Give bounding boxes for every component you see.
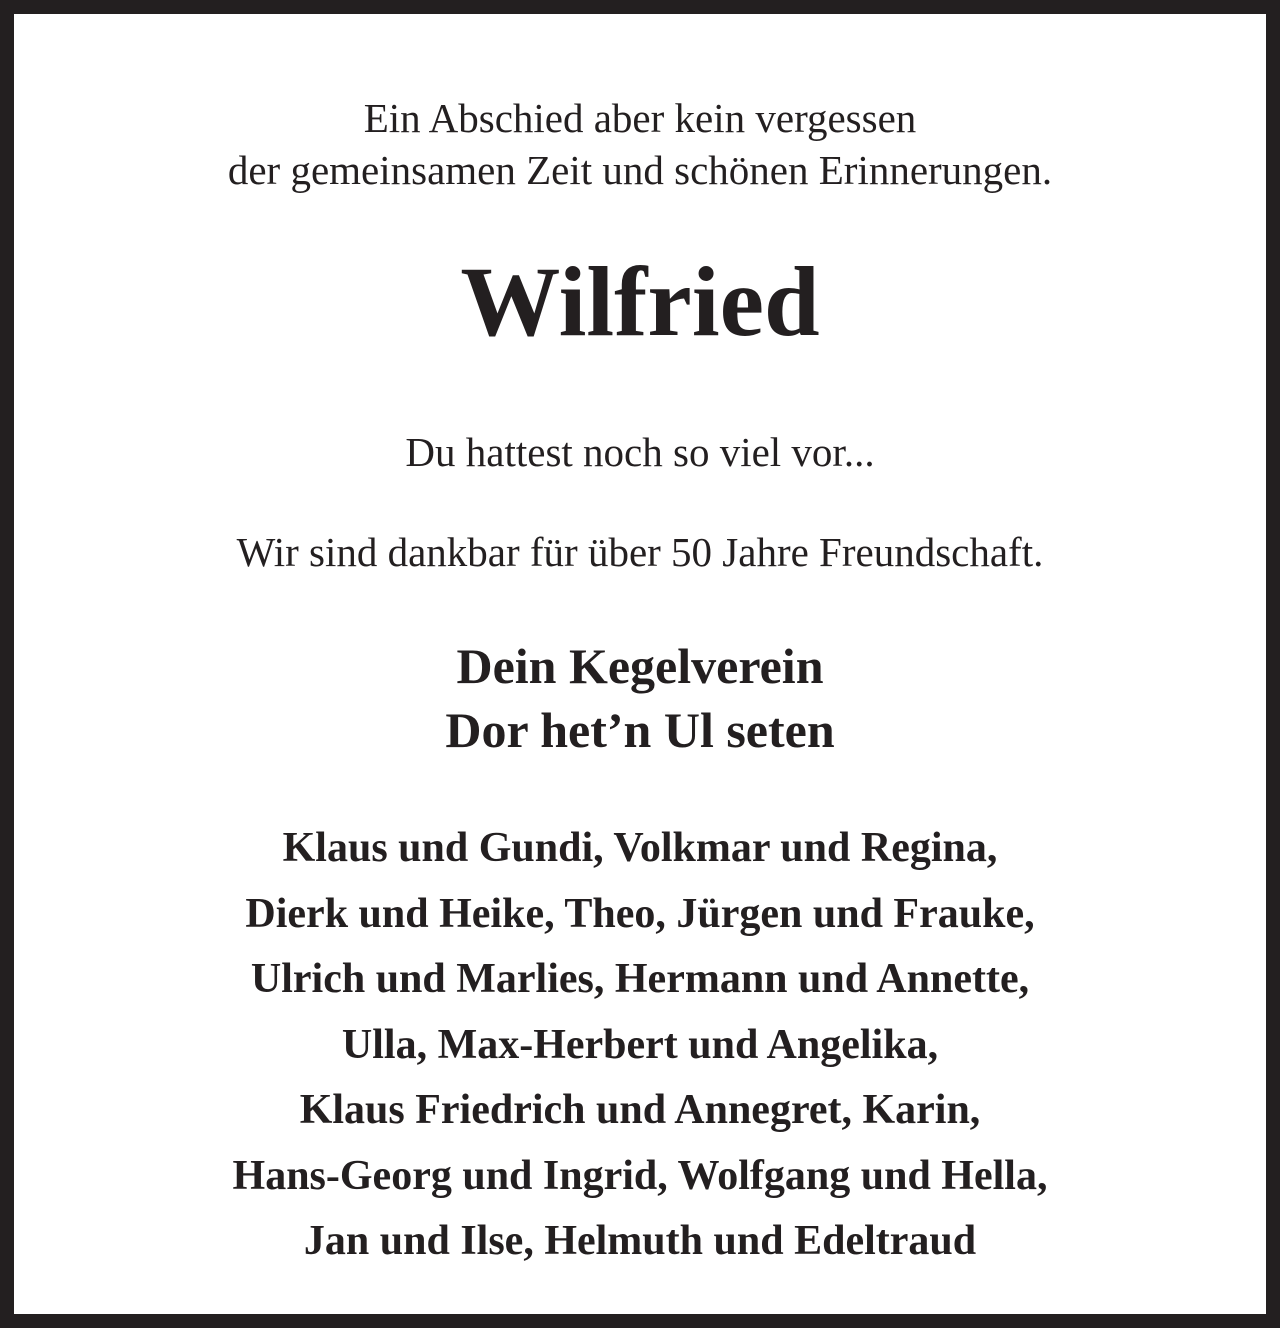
mourners-line: Hans-Georg und Ingrid, Wolfgang und Hella, (232, 1152, 1048, 1199)
mourners-list (14, 816, 1266, 1275)
club-name-line-2: Dor het’n Ul seten (445, 702, 835, 758)
intro-line-1: Ein Abschied aber kein vergessen (363, 95, 917, 141)
mourners-line: Jan und Ilse, Helmuth und Edeltraud (303, 1218, 977, 1264)
gratitude-phrase: Wir sind dankbar für über 50 Jahre Freundschaft. (236, 529, 1044, 575)
deceased-name: Wilfried (460, 246, 820, 357)
mourners-line: Ulla, Max-Herbert und Angelika, (341, 1021, 939, 1068)
mourners-line: Ulrich und Marlies, Hermann und Annette, (250, 956, 1030, 1002)
mourners-line: Klaus Friedrich und Annegret, Karin, (299, 1087, 981, 1133)
mourners-line: Klaus und Gundi, Volkmar und Regina, (282, 825, 998, 871)
intro-line-2: der gemeinsamen Zeit und schönen Erinnerungen. (227, 147, 1053, 193)
mourners-line: Dierk und Heike, Theo, Jürgen und Frauke, (245, 890, 1035, 937)
club-name-line-1: Dein Kegelverein (456, 638, 824, 694)
farewell-phrase: Du hattest noch so viel vor... (405, 429, 875, 475)
